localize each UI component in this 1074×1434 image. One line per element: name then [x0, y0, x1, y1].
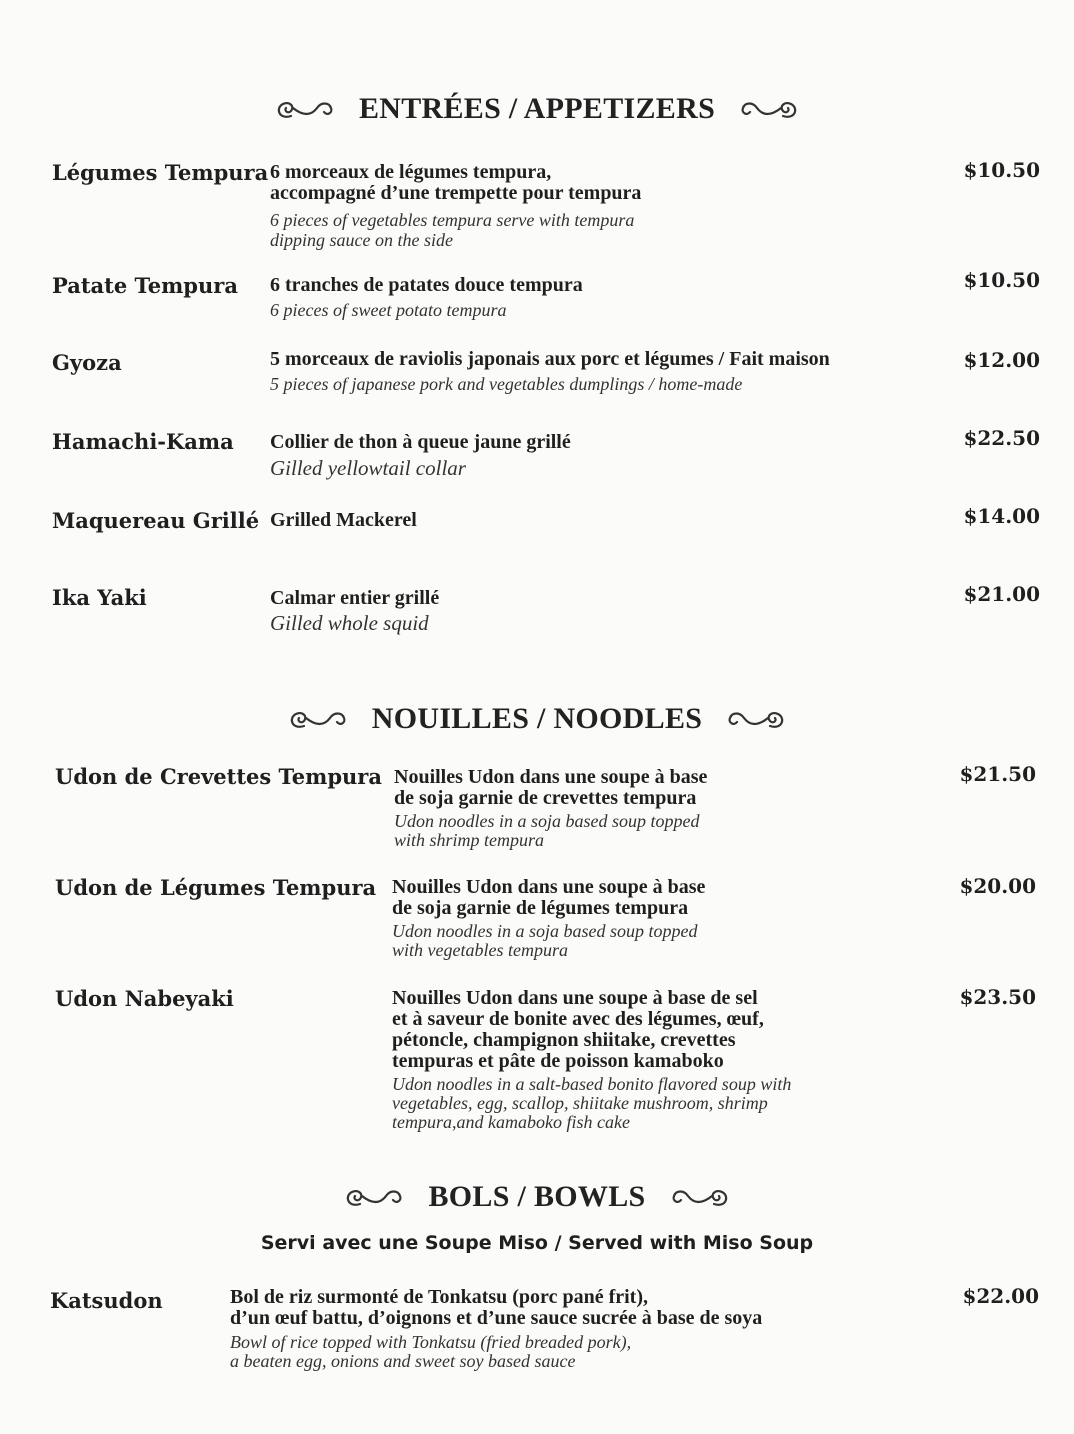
item-name: Udon Nabeyaki	[55, 986, 234, 1011]
item-name: Udon de Légumes Tempura	[55, 875, 377, 900]
section-heading-noodles	[0, 702, 1074, 736]
item-description-en: 5 pieces of japanese pork and vegetables dumplings / home-made	[270, 374, 743, 394]
item-description-en: Gilled yellowtail collar	[270, 456, 466, 480]
item-name: Hamachi-Kama	[52, 429, 234, 454]
item-description-en: Udon noodles in a soja based soup topped with shrimp tempura	[394, 811, 700, 850]
item-name: Maquereau Grillé	[52, 508, 260, 533]
item-name: Légumes Tempura	[52, 160, 269, 185]
item-description-fr: Collier de thon à queue jaune grillé	[270, 431, 571, 453]
section-title: BOLS / BOWLS	[428, 1180, 646, 1213]
item-description-fr: Bol de riz surmonté de Tonkatsu (porc pané frit), d’un œuf battu, d’oignons et d’une sauce sucrée à base de soya	[230, 1286, 763, 1329]
item-price: $20.00	[959, 874, 1036, 898]
item-description-en: 6 pieces of vegetables tempura serve with tempura dipping sauce on the side	[270, 210, 635, 250]
item-price: $21.50	[959, 762, 1036, 786]
flourish-right-icon	[729, 94, 803, 124]
flourish-left-icon	[284, 704, 358, 734]
flourish-left-icon	[271, 94, 345, 124]
item-name: Ika Yaki	[52, 585, 147, 610]
item-price: $22.00	[962, 1284, 1039, 1308]
item-price: $14.00	[963, 504, 1040, 528]
flourish-right-icon	[660, 1182, 734, 1212]
item-description-fr: 5 morceaux de raviolis japonais aux porc et légumes / Fait maison	[270, 348, 830, 370]
item-name: Katsudon	[50, 1288, 163, 1313]
item-price: $10.50	[963, 158, 1040, 182]
section-title: ENTRÉES / APPETIZERS	[358, 92, 716, 125]
item-name: Patate Tempura	[52, 273, 238, 298]
item-description-fr: 6 tranches de patates douce tempura	[270, 274, 583, 296]
item-description-fr: Nouilles Udon dans une soupe à base de sel et à saveur de bonite avec des légumes, œuf, pétoncle, champignon shiitake, crevettes tempuras et pâte de poisson kamaboko	[392, 987, 764, 1072]
item-name: Udon de Crevettes Tempura	[55, 764, 382, 789]
item-description-fr: Nouilles Udon dans une soupe à base de soja garnie de crevettes tempura	[394, 766, 708, 809]
item-description-en: Bowl of rice topped with Tonkatsu (fried breaded pork), a beaten egg, onions and sweet soy based sauce	[230, 1332, 632, 1371]
section-heading-bowls	[0, 1180, 1074, 1214]
item-price: $10.50	[963, 268, 1040, 292]
item-price: $23.50	[959, 985, 1036, 1009]
item-name: Gyoza	[52, 350, 122, 375]
item-price: $12.00	[963, 348, 1040, 372]
section-heading-entrees	[0, 92, 1074, 126]
flourish-left-icon	[340, 1182, 414, 1212]
item-description-en: 6 pieces of sweet potato tempura	[270, 300, 507, 320]
item-description-fr: Calmar entier grillé	[270, 587, 440, 609]
section-title: NOUILLES / NOODLES	[371, 702, 703, 735]
item-description-fr: Grilled Mackerel	[270, 509, 417, 531]
item-description-fr: 6 morceaux de légumes tempura, accompagné d’une trempette pour tempura	[270, 161, 642, 204]
item-description-en: Gilled whole squid	[270, 611, 429, 635]
item-description-en: Udon noodles in a salt-based bonito flavored soup with vegetables, egg, scallop, shiitake mushroom, shrimp tempura,and kamaboko fish cake	[392, 1074, 792, 1132]
item-price: $21.00	[963, 582, 1040, 606]
section-subtitle: Servi avec une Soupe Miso / Served with Miso Soup	[260, 1232, 814, 1254]
item-description-en: Udon noodles in a soja based soup topped with vegetables tempura	[392, 921, 698, 960]
item-description-fr: Nouilles Udon dans une soupe à base de soja garnie de légumes tempura	[392, 876, 706, 919]
flourish-right-icon	[716, 704, 790, 734]
item-price: $22.50	[963, 426, 1040, 450]
